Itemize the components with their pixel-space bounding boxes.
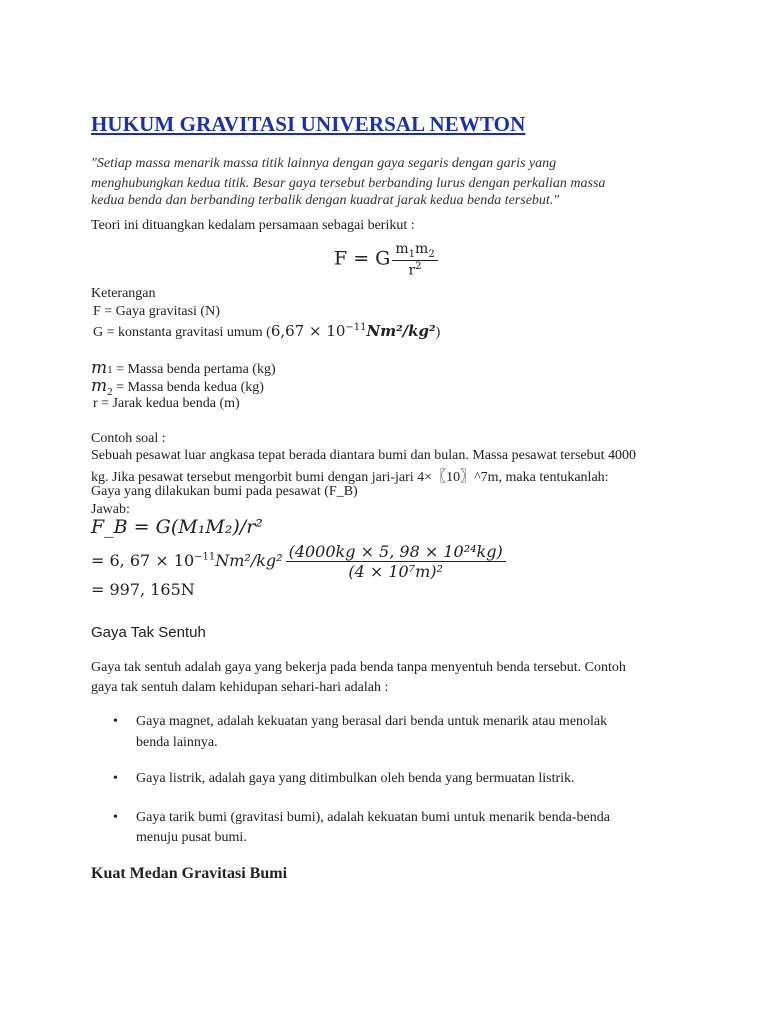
paragraph-line: Gaya tak sentuh adalah gaya yang bekerja pada benda tanpa menyentuh benda tersebut. Contoh xyxy=(91,660,626,675)
list-item-line: menuju pusat bumi. xyxy=(136,830,247,845)
bullet-icon: • xyxy=(113,714,118,729)
paragraph-line: gaya tak sentuh dalam kehidupan sehari-hari adalah : xyxy=(91,680,389,695)
keterangan-heading: Keterangan xyxy=(91,286,156,301)
equation-1: F_B = G(M₁M₂)/r² xyxy=(91,516,263,538)
formula-lhs: F = G xyxy=(334,247,391,270)
contoh-heading: Contoh soal : xyxy=(91,431,166,446)
formula-denominator: $r^2$ xyxy=(408,260,422,279)
contoh-line: Sebuah pesawat luar angkasa tepat berada diantara bumi dan bulan. Massa pesawat tersebut 4000 xyxy=(91,448,637,463)
list-item-line: Gaya tarik bumi (gravitasi bumi), adalah kekuatan bumi untuk menarik benda-benda xyxy=(136,810,610,825)
gravity-formula xyxy=(334,241,438,278)
quote-line: "Setiap massa menarik massa titik lainnya dengan gaya segaris dengan garis yang xyxy=(91,156,557,171)
contoh-line: Gaya yang dilakukan bumi pada pesawat (F_B) xyxy=(91,484,358,499)
quote-line: menghubungkan kedua titik. Besar gaya tersebut berbanding lurus dengan perkalian massa xyxy=(91,176,606,191)
list-item-line: Gaya magnet, adalah kekuatan yang berasal dari benda untuk menarik atau menolak xyxy=(136,714,608,729)
formula-fraction xyxy=(392,241,437,278)
equation-2-fraction: $\frac{\text{(4000kg × 5, 98 × 10²⁴kg)}}{\text{(4 × 10⁷m)²}}$ xyxy=(286,542,506,581)
contoh-line: kg. Jika pesawat tersebut mengorbit bumi dengan jari-jari 4×〖10〗^7m, maka tentukanlah: xyxy=(91,470,609,485)
intro-text: Teori ini dituangkan kedalam persamaan sebagai berikut : xyxy=(91,218,415,233)
equation-3: = 997, 165N xyxy=(91,580,195,599)
keterangan-f: F = Gaya gravitasi (N) xyxy=(93,304,220,319)
page-title: HUKUM GRAVITASI UNIVERSAL NEWTON xyxy=(91,112,526,136)
list-item-line: benda lainnya. xyxy=(136,735,218,750)
section-heading-gaya-tak-sentuh: Gaya Tak Sentuh xyxy=(91,624,206,641)
keterangan-g: G = konstanta gravitasi umum $(6,67 \times 10^{-11}Nm^2/kg^2)$ xyxy=(93,322,441,340)
keterangan-m2: $m_2$ = Massa benda kedua (kg) xyxy=(91,376,264,398)
quote-line: kedua benda dan berbanding terbalik dengan kuadrat jarak kedua benda tersebut." xyxy=(91,193,560,208)
bullet-icon: • xyxy=(113,810,118,825)
keterangan-m1: m1 = Massa benda pertama (kg) xyxy=(91,358,276,378)
formula-numerator: $m_1m_2$ xyxy=(392,241,437,261)
section-heading-kuat-medan: Kuat Medan Gravitasi Bumi xyxy=(91,865,288,882)
jawab-label: Jawab: xyxy=(91,502,130,517)
bullet-icon: • xyxy=(113,771,118,786)
list-item-line: Gaya listrik, adalah gaya yang ditimbulkan oleh benda yang bermuatan listrik. xyxy=(136,771,575,786)
equation-2: = 6, $67 \times 10^{-11}Nm^2$/kg² $\frac{\text{(4000kg × 5, 98 × 10²⁴kg)}}{\text{(4 × 10⁷m)²}}$ xyxy=(91,542,506,581)
keterangan-r: r = Jarak kedua benda (m) xyxy=(93,396,240,411)
